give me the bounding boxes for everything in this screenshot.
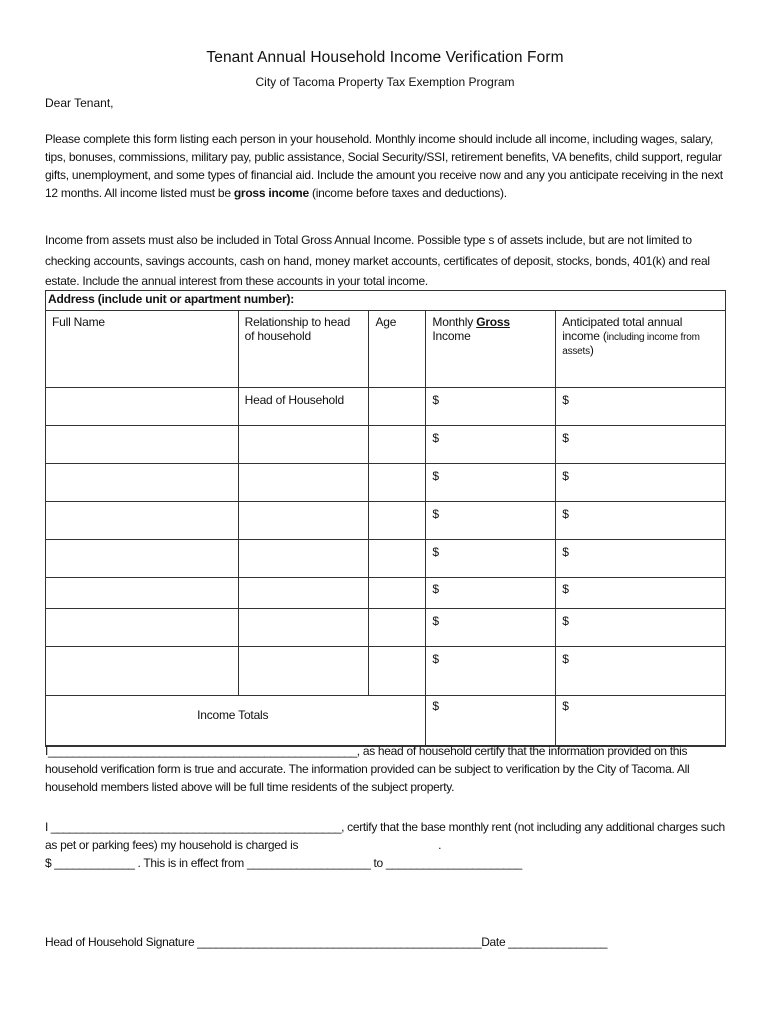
signature-label: Head of Household Signature [45, 935, 195, 949]
name-cell[interactable] [46, 609, 239, 647]
monthly-total-cell[interactable]: $ [426, 696, 556, 747]
relationship-cell[interactable] [238, 426, 369, 464]
assets-paragraph: Income from assets must also be included in Total Gross Annual Income. Possible type s of assets include, but are not limited to checking accounts, savings accounts, cash on hand, money market accounts, certificates of deposit, stocks, bonds, 401(k) and real estate. Include the annual interest from these accounts in your total income. [45, 233, 710, 288]
address-label: Address (include unit or apartment number): [48, 292, 295, 306]
table-row [46, 502, 726, 540]
date-blank[interactable]: ________________ [505, 935, 607, 949]
name-cell[interactable] [46, 464, 239, 502]
income-totals-label: Income Totals [46, 696, 426, 747]
rent-period: . [438, 838, 442, 852]
instructions-text: Please complete this form listing each person in your household. Monthly income should include all income, including wages, salary, tips, bonuses, commissions, military pay, public assistance, Social Security/SSI, retirement benefits, VA benefits, child support, regular gifts, unemployment, and some types of financial aid. Include the amount you receive now and any you anticipate receiving in the next 12 months. All income listed must be [45, 132, 723, 200]
signature-blank[interactable]: ______________________________________________ [194, 935, 482, 949]
household-certification: I__________________________________________________, as head of household certify that the information provided on this household verification form is true and accurate. The information provided can be subject to verification by the City of Tacoma. All household members listed above will be full time residents of the subject property. [45, 744, 690, 794]
relationship-cell[interactable] [238, 609, 369, 647]
table-row [46, 609, 726, 647]
annual-cell[interactable]: $ [556, 609, 726, 647]
table-row [46, 464, 726, 502]
date-label: Date [481, 935, 506, 949]
monthly-cell[interactable]: $ [426, 502, 556, 540]
monthly-cell[interactable]: $ [426, 540, 556, 578]
age-cell[interactable] [369, 388, 426, 426]
annual-cell[interactable]: $ [556, 540, 726, 578]
rent-certification: I _______________________________________________, certify that the base monthly rent (not including any additional charges such as pet or parking fees) my household is charged is . $ _____________ . This is in effect from ____________________ to ______________________ [45, 820, 725, 870]
monthly-cell[interactable]: $ [426, 426, 556, 464]
relationship-cell[interactable] [238, 502, 369, 540]
instructions-text-end: (income before taxes and deductions). [308, 186, 507, 200]
age-cell[interactable] [369, 540, 426, 578]
table-row [46, 388, 726, 426]
age-cell[interactable] [369, 578, 426, 609]
table-row [46, 426, 726, 464]
table-row [46, 578, 726, 609]
signature-line [45, 935, 735, 949]
rent-amount-blank[interactable]: _____________ [51, 856, 135, 870]
annual-cell[interactable]: $ [556, 502, 726, 540]
annual-cell[interactable]: $ [556, 388, 726, 426]
gross-income-emphasis: gross income [233, 186, 309, 200]
annual-cell[interactable]: $ [556, 647, 726, 696]
monthly-cell[interactable]: $ [426, 609, 556, 647]
monthly-cell[interactable]: $ [426, 578, 556, 609]
totals-row [46, 696, 726, 747]
name-cell[interactable] [46, 578, 239, 609]
relationship-cell[interactable] [238, 578, 369, 609]
monthly-cell[interactable]: $ [426, 464, 556, 502]
header-annual-income: Anticipated total annual income (including income from assets) [556, 311, 726, 388]
certifier-name-blank[interactable]: _______________________________________________ [48, 820, 342, 834]
greeting: Dear Tenant, [45, 96, 114, 110]
relationship-cell[interactable] [238, 464, 369, 502]
head-name-blank[interactable]: __________________________________________________ [48, 744, 357, 758]
annual-cell[interactable]: $ [556, 464, 726, 502]
address-field[interactable] [46, 291, 726, 311]
page-subtitle: City of Tacoma Property Tax Exemption Program [255, 75, 515, 89]
age-cell[interactable] [369, 464, 426, 502]
relationship-cell: Head of Household [238, 388, 369, 426]
annual-total-cell[interactable]: $ [556, 696, 726, 747]
annual-cell[interactable]: $ [556, 426, 726, 464]
relationship-cell[interactable] [238, 540, 369, 578]
header-relationship: Relationship to head of household [238, 311, 369, 388]
instructions-paragraph [45, 130, 725, 202]
table-row [46, 540, 726, 578]
relationship-cell[interactable] [238, 647, 369, 696]
page-title: Tenant Annual Household Income Verification Form [206, 49, 564, 66]
effective-to-blank[interactable]: ______________________ [385, 856, 522, 870]
household-table [45, 290, 726, 747]
age-cell[interactable] [369, 609, 426, 647]
header-monthly-income: Monthly Gross Income [426, 311, 556, 388]
name-cell[interactable] [46, 388, 239, 426]
age-cell[interactable] [369, 426, 426, 464]
annual-cell[interactable]: $ [556, 578, 726, 609]
table-row [46, 647, 726, 696]
header-age: Age [369, 311, 426, 388]
monthly-cell[interactable]: $ [426, 388, 556, 426]
gross-emphasis: Gross [476, 315, 510, 329]
name-cell[interactable] [46, 502, 239, 540]
age-cell[interactable] [369, 647, 426, 696]
name-cell[interactable] [46, 426, 239, 464]
header-full-name: Full Name [46, 311, 239, 388]
monthly-cell[interactable]: $ [426, 647, 556, 696]
effective-from-blank[interactable]: ____________________ [246, 856, 371, 870]
name-cell[interactable] [46, 540, 239, 578]
name-cell[interactable] [46, 647, 239, 696]
age-cell[interactable] [369, 502, 426, 540]
